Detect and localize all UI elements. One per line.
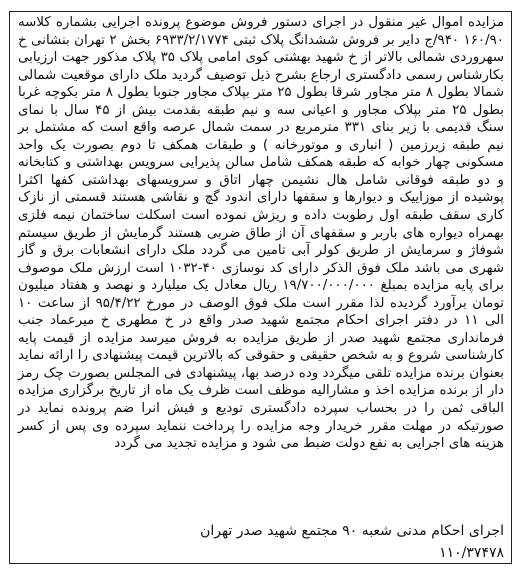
notice-body: مزایده اموال غیر منقول در اجرای دستور فروش موضوع پرونده اجرایی بشماره کلاسه ۱۶۰/۹۰ ۹۴۰/ج دایر بر فروش ششدانگ پلاک ثبتی ۶۹۳۳/۲/۱۷۷۴ بخش ۲ تهران بنشانی خ سهروردی شمالی بالاتر از خ شهید بهشتی کوی امامی پلاک ۳۵ پلاک مذکور جهت ارزیابی بکارشناس رسمی دادگستری ارجاع بشرح ذیل توصیف گردید ملک دارای موقعیت شمالی شمالا بطول ۸ متر مجاور شرقا بطول ۲۵ متر بپلاک مجاور جنوبا بطول ۸ متر بکوچه غربا بطول ۲۵ متر بپلاک مجاور و اعیانی سه و نیم طبقه بقدمت بیش از ۴۵ سال با نمای سنگ قدیمی با زیر بنای ۳۳۱ مترمربع در سمت شمال عرصه واقع است که مشتمل بر نیم طبقه زیرزمین ( انباری و موتورخانه ) و طبقات همکف تا دوم بصورت یک واحد مسکونی چهار خوابه که طبقه همکف شامل سالن پذیرایی سرویس بهداشتی و کتابخانه و دو طبقه فوقانی شامل هال نشیمن چهار اتاق و سرویسهای بهداشتی کفها اکثرا پوشیده از موزاییک و دیوارها و سقفها دارای اندود گچ و نقاشی هستند قسمتی از نازک کاری سقف طبقه اول رطوبت داده و ریزش نموده است اسکلت ساختمان نیمه فلزی بهمراه دیواره های باربر و سقفهای آن از طاق ضربی هستند گرمایش از طریق سیستم شوفاژ و سرمایش از طریق کولر آبی تامین می گردد ملک دارای انشعابات برق و گاز شهری می باشد ملک فوق الذکر دارای کد نوسازی ۴۰-۱۰۳۲ است ارزش ملک موصوف برای پایه مزایده بمبلغ ۱۹/۷۰۰/۰۰۰/۰۰۰ ریال معادل یک میلیارد و نهصد و هفتاد میلیون تومان برآورد گردیده لذا مقرر است ملک فوق الوصف در مورخ ۹۵/۴/۲۲ از ساعت ۱۰ الی ۱۱ در دفتر اجرای احکام مجتمع شهید صدر واقع در خ مطهری خ میرعماد جنب فرمانداری مجتمع شهید صدر از طریق مزایده به فروش میرسد مزایده از قیمت پایه کارشناسی شروع و به شخص حقیقی و حقوقی که بالاترین قیمت پیشنهادی را ارائه نماید بعنوان برنده مزایده تلقی میگردد وده درصد بها، پیشنهادی فی المجلس بصورت چک رمز دار از برنده مزایده اخذ و مشارالیه موظف است ظرف یک ماه از تاریخ برگزاری مزایده الباقی ثمن را در بحساب سپرده دادگستری تودیع و فیش انرا ضم پرونده نماید در صورتیکه در مهلت مقرر خریدار وجه مزایده را پرداخت ننماید سپرده وی پس از کسر هزینه های اجرایی به نفع دولت ضبط می شود و مزایده تجدید می گردد [18, 15, 505, 452]
notice-signature: اجرای احکام مدنی شعبه ۹۰ مجتمع شهید صدر تهران [200, 523, 504, 539]
reference-number: ۱۱۰/۳۷۴۷۸ [439, 545, 504, 561]
